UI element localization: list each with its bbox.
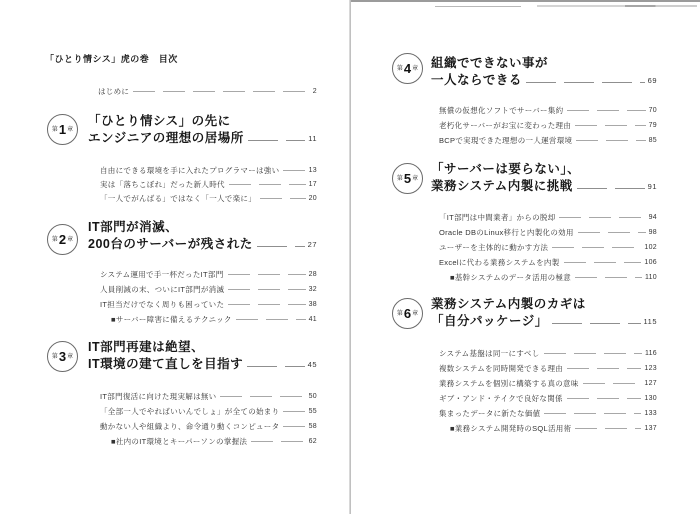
chapter-6-title [431,296,657,330]
toc-row [100,420,317,432]
page-number: 38 [308,300,317,308]
page-number: 13 [308,166,317,174]
toc-entry-label: はじめに [98,86,130,96]
toc-entry-label: システム運用で手一杯だったIT部門 [100,269,224,279]
chapter-3-title [88,339,317,373]
toc-row [100,164,317,176]
chapter-page-number: 27 [307,240,317,249]
toc-row [100,192,317,204]
toc-row-column [100,313,317,325]
chapter-5-title [431,161,657,195]
leader-line [567,398,642,399]
leader-line [526,82,645,83]
chapter-4-badge [392,53,423,84]
toc-entry-label: ■社内のIT環境とキーパーソンの掌握法 [111,436,248,446]
leader-line [544,353,642,354]
chapter-title-line1: 「ひとり情シス」の先に [88,114,231,128]
leader-line [575,277,642,278]
toc-row [439,134,657,146]
chapter-title-line2: IT環境の建て直しを目指す [88,357,244,371]
page-number: 85 [648,136,657,144]
toc-entry-label: 動かない人や組織より、命令通り動くコンピュータ [100,421,280,431]
toc-header: 「ひとり情シス」虎の巻 目次 [45,54,178,64]
chapter-title-line1: IT部門再建は絶望、 [88,340,205,354]
badge-prefix: 第 [51,236,58,243]
leader-line [236,319,306,320]
badge-prefix: 第 [51,353,58,360]
toc-row-column [100,435,317,447]
leader-line [567,368,641,369]
badge-prefix: 第 [396,310,403,317]
toc-row [100,178,317,190]
chapter-3-badge [47,341,78,372]
chapter-number: 4 [403,61,412,76]
chapter-page-number: 45 [307,360,317,369]
toc-entry-label: 複数システムを同時開発できる理由 [439,363,564,373]
toc-row [439,256,657,268]
toc-entry-label: 業務システムを個別に構築する真の意味 [439,378,579,388]
chapter-title-line1: 「サーバーは要らない」、 [431,162,581,176]
chapter-number: 1 [58,122,67,137]
toc-entry-label: IT部門復活に向けた現実解は無い [100,391,217,401]
page-number: 20 [308,194,317,202]
badge-prefix: 第 [396,65,403,72]
toc-row [439,347,657,359]
toc-entry-label: システム基盤は同一にすべし [439,348,540,358]
page-number: 62 [308,437,317,445]
chapter-4-title [431,55,657,89]
badge-prefix: 第 [396,175,403,182]
leader-line [283,411,305,412]
leader-line [228,304,305,305]
badge-suffix: 章 [412,65,419,72]
chapter-title-line1: 組織でできない事が [431,56,549,70]
toc-entry-label: IT担当だけでなく周りも困っていた [100,299,225,309]
leader-line [248,140,306,141]
leader-line [544,413,641,414]
toc-row [439,241,657,253]
chapter-number: 6 [403,306,412,321]
page-number: 2 [312,87,317,95]
toc-row [100,283,317,295]
toc-entry-label: 「IT部門は中間業者」からの脱却 [439,212,556,222]
toc-entry-label: 無償の仮想化ソフトでサーバー集約 [439,105,564,115]
page-number: 70 [648,106,657,114]
page-number: 137 [644,424,657,432]
chapter-page-number: 11 [308,134,317,143]
leader-line [575,428,641,429]
chapter-1-title [88,113,317,147]
toc-row [439,104,657,116]
toc-row [439,226,657,238]
chapter-6-badge [392,298,423,329]
page-number: 58 [308,422,317,430]
page-number: 127 [644,379,657,387]
leader-line [552,323,641,324]
toc-row [100,390,317,402]
page-number: 133 [644,409,657,417]
toc-entry-label: 自由にできる環境を手に入れたプログラマーは強い [100,165,280,175]
toc-entry-label: ■基幹システムのデータ活用の極意 [450,272,572,282]
toc-entry-label: BCPで実現できた理想の一人運営環境 [439,135,573,145]
toc-row [439,362,657,374]
toc-entry-label: ギブ・アンド・テイクで良好な関係 [439,393,563,403]
chapter-title-line2: 「自分パッケージ」 [431,314,548,328]
chapter-title-line2: 200台のサーバーが残された [88,237,253,251]
toc-entry-label: 人員削減の末、ついにIT部門が消滅 [100,284,225,294]
leader-line [583,383,642,384]
leader-line [229,184,306,185]
page-number: 123 [644,364,657,372]
toc-row-column [439,271,657,283]
leader-line [578,232,646,233]
toc-page-right [351,0,700,514]
chapter-2-badge [47,224,78,255]
badge-suffix: 章 [412,310,419,317]
leader-line [220,396,305,397]
toc-row [100,405,317,417]
badge-prefix: 第 [51,126,58,133]
leader-line [247,366,305,367]
badge-suffix: 章 [67,353,74,360]
page-number: 32 [308,285,317,293]
leader-line [577,188,645,189]
page-number: 106 [644,258,657,266]
page-number: 116 [644,349,657,357]
chapter-page-number: 69 [647,76,657,85]
page-number: 102 [644,243,657,251]
toc-entry-label: ユーザーを主体的に動かす方法 [439,242,549,252]
page-number: 50 [308,392,317,400]
chapter-title-line2: エンジニアの理想の居場所 [88,131,244,145]
leader-line [260,198,306,199]
toc-row [439,377,657,389]
badge-suffix: 章 [412,175,419,182]
leader-line [251,441,305,442]
leader-line [567,110,645,111]
leader-line [552,247,641,248]
badge-suffix: 章 [67,236,74,243]
chapter-title-line2: 業務システム内製に挑戦 [431,179,573,193]
leader-line [228,274,306,275]
chapter-title-line1: 業務システム内製のカギは [431,297,586,311]
toc-row-front-matter [98,85,317,97]
toc-row-column [439,422,657,434]
leader-line [575,125,645,126]
badge-suffix: 章 [67,126,74,133]
chapter-number: 2 [58,232,67,247]
leader-line [576,140,645,141]
toc-row [439,119,657,131]
toc-row [439,211,657,223]
toc-row [100,298,317,310]
chapter-number: 3 [58,349,67,364]
page-number: 28 [308,270,317,278]
chapter-2-title [88,219,317,253]
leader-line [283,170,305,171]
toc-row [439,392,657,404]
toc-entry-label: 「全部一人でやればいいんでしょ」が全ての始まり [100,406,280,416]
toc-row [100,268,317,280]
toc-entry-label: Excelに代わる業務システムを内製 [439,257,560,267]
page-number: 17 [308,180,317,188]
leader-line [228,289,305,290]
page-number: 94 [648,213,657,221]
chapter-title-line1: IT部門が消滅、 [88,220,179,234]
toc-entry-label: ■業務システム開発時のSQL活用術 [450,423,572,433]
page-number: 110 [644,273,657,281]
page-gutter-divider [349,0,351,514]
toc-entry-label: 集まったデータに新たな価値 [439,408,541,418]
chapter-5-badge [392,163,423,194]
page-number: 55 [308,407,317,415]
leader-line [257,246,305,247]
chapter-1-badge [47,114,78,145]
toc-entry-label: ■サーバー障害に備えるテクニック [111,314,232,324]
chapter-page-number: 115 [643,317,657,326]
leader-line [283,426,305,427]
chapter-number: 5 [403,171,412,186]
chapter-title-line2: 一人ならできる [431,73,522,87]
leader-line [564,262,642,263]
toc-entry-label: 実は「落ちこぼれ」だった新人時代 [100,179,225,189]
page-number: 79 [648,121,657,129]
toc-entry-label: Oracle DBのLinux移行と内製化の効用 [439,227,574,237]
leader-line [133,91,310,92]
toc-page-left [0,0,349,514]
toc-entry-label: 老朽化サーバーがお宝に変わった理由 [439,120,572,130]
leader-line [559,217,645,218]
toc-row [439,407,657,419]
toc-entry-label: 「一人でがんばる」ではなく「一人で楽に」 [100,193,256,203]
chapter-page-number: 91 [647,182,657,191]
print-bleed-artifact [435,6,521,7]
page-number: 41 [308,315,317,323]
page-number: 130 [644,394,657,402]
page-number: 98 [648,228,657,236]
print-bleed-artifact [537,5,697,7]
